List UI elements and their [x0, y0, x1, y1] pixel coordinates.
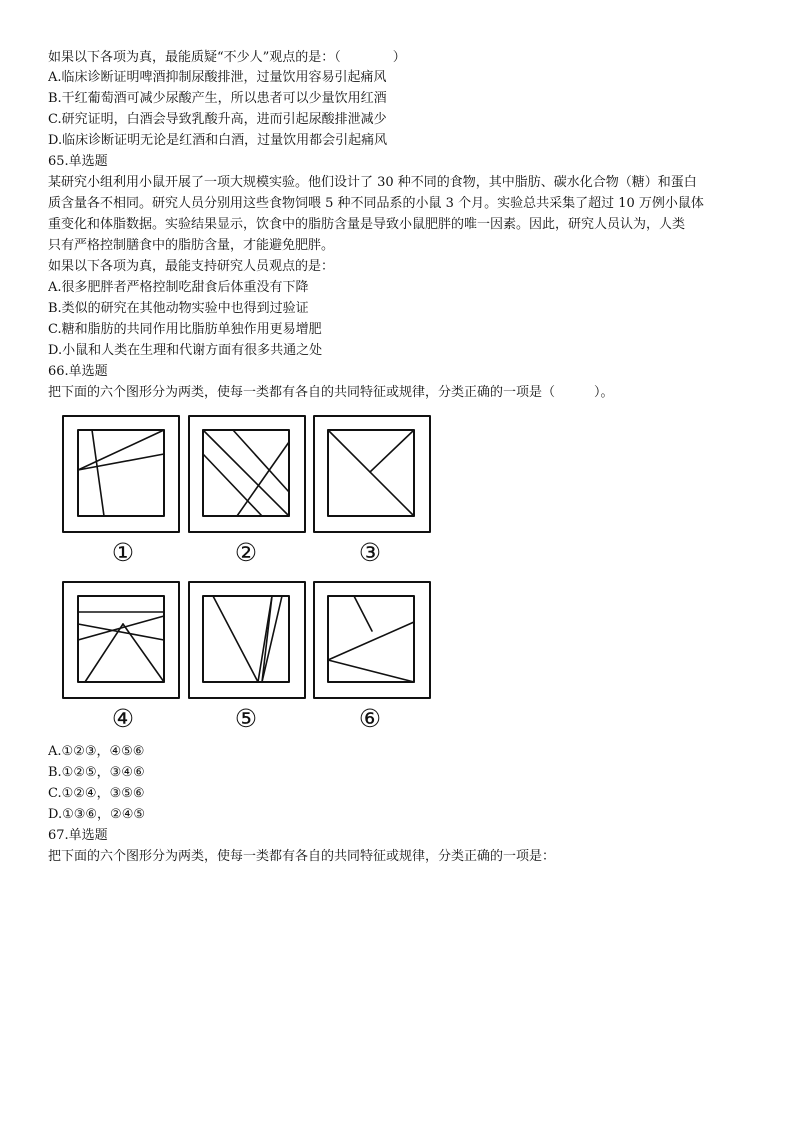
q66-option-b[interactable]: B.①②⑤，③④⑥ [48, 765, 145, 780]
q66-number: 66.单选题 [48, 364, 108, 379]
figure-4 [63, 582, 179, 698]
q64-stem: 如果以下各项为真，最能质疑“不少人”观点的是：（ ） [48, 50, 406, 65]
figure-label-6: ⑥ [358, 704, 382, 733]
figure-label-2: ② [234, 538, 258, 567]
q64-option-b[interactable]: B.干红葡萄酒可减少尿酸产生，所以患者可以少量饮用红酒 [48, 91, 387, 106]
q65-passage-line-1: 某研究小组利用小鼠开展了一项大规模实验。他们设计了 30 种不同的食物，其中脂肪、碳水化合物（糖）和蛋白 [48, 175, 697, 190]
q67-stem: 把下面的六个图形分为两类，使每一类都有各自的共同特征或规律，分类正确的一项是： [48, 849, 556, 864]
figure-label-3: ③ [358, 538, 382, 567]
q65-passage-line-3: 重变化和体脂数据。实验结果显示，饮食中的脂肪含量是导致小鼠肥胖的唯一因素。因此，研究人员认为，人类 [48, 217, 686, 232]
figure-6 [314, 582, 430, 698]
q65-passage-line-4: 只有严格控制膳食中的脂肪含量，才能避免肥胖。 [48, 238, 335, 253]
q64-option-c[interactable]: C.研究证明，白酒会导致乳酸升高，进而引起尿酸排泄减少 [48, 112, 387, 127]
q66-option-d[interactable]: D.①③⑥，②④⑤ [48, 807, 146, 822]
figure-3 [314, 416, 430, 532]
q65-option-c[interactable]: C.糖和脂肪的共同作用比脂肪单独作用更易增肥 [48, 322, 322, 337]
figure-label-1: ① [111, 538, 135, 567]
q66-stem: 把下面的六个图形分为两类，使每一类都有各自的共同特征或规律，分类正确的一项是（ ）。 [48, 385, 614, 400]
q65-number: 65.单选题 [48, 154, 108, 169]
q64-option-d[interactable]: D.临床诊断证明无论是红酒和白酒，过量饮用都会引起痛风 [48, 133, 388, 148]
q65-option-b[interactable]: B.类似的研究在其他动物实验中也得到过验证 [48, 301, 309, 316]
q65-option-a[interactable]: A.很多肥胖者严格控制吃甜食后体重没有下降 [48, 280, 309, 295]
figure-label-4: ④ [111, 704, 135, 733]
q67-number: 67.单选题 [48, 828, 108, 843]
q65-stem: 如果以下各项为真，最能支持研究人员观点的是： [48, 259, 335, 274]
q65-option-d[interactable]: D.小鼠和人类在生理和代谢方面有很多共通之处 [48, 343, 323, 358]
figure-5 [189, 582, 305, 698]
figure-label-5: ⑤ [234, 704, 258, 733]
q65-passage-line-2: 质含量各不相同。研究人员分别用这些食物饲喂 5 种不同品系的小鼠 3 个月。实验总共采集了超过 10 万例小鼠体 [48, 196, 704, 211]
q64-option-a[interactable]: A.临床诊断证明啤酒抑制尿酸排泄，过量饮用容易引起痛风 [48, 70, 387, 85]
q66-option-c[interactable]: C.①②④，③⑤⑥ [48, 786, 145, 801]
q66-option-a[interactable]: A.①②③，④⑤⑥ [48, 744, 145, 759]
figure-1 [63, 416, 179, 532]
figure-2 [189, 416, 305, 532]
